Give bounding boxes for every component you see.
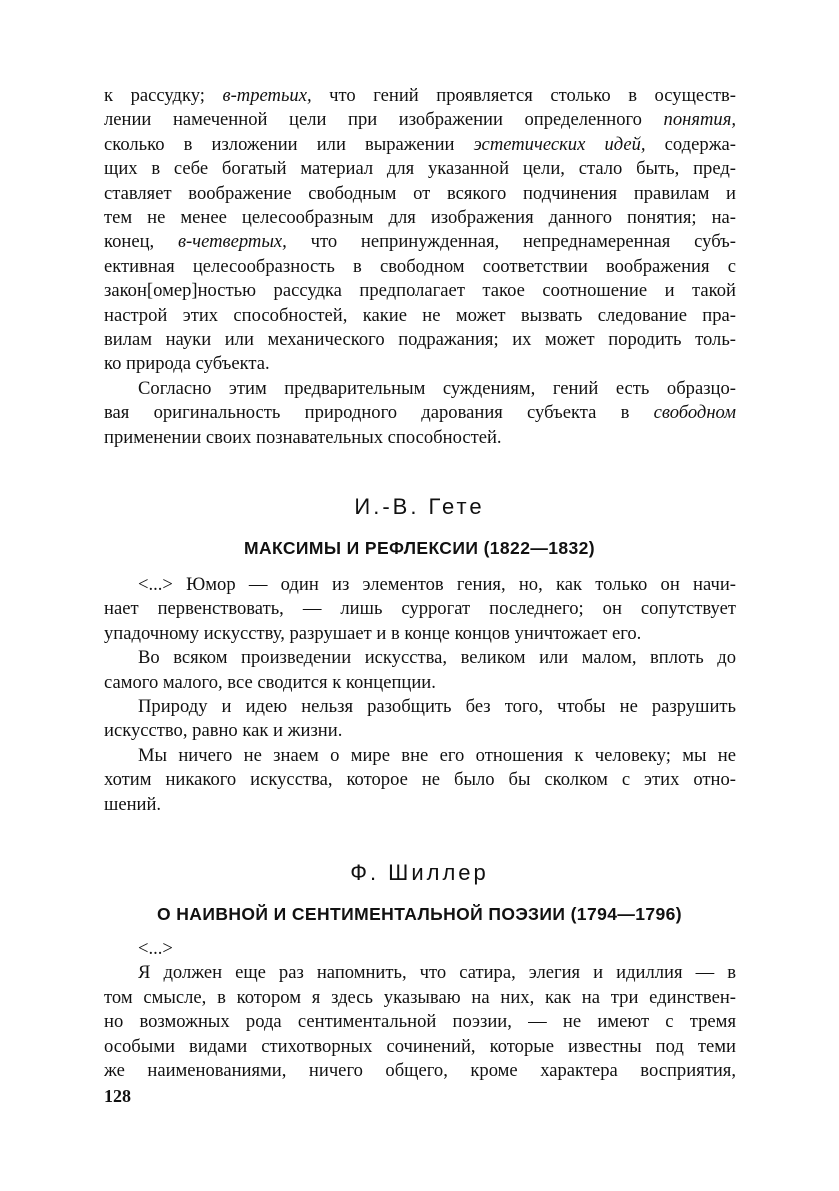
text-line: щих в себе богатый материал для указанной цели, стало быть, пред- [104, 158, 736, 180]
kant-continuation [104, 84, 736, 450]
author-heading: Ф. Шиллер [350, 860, 489, 885]
text-line: особыми видами стихотворных сочинений, которые известны под теми [104, 1035, 736, 1057]
paragraph [104, 377, 736, 450]
text-line: вая оригинальность природного дарования субъекта в свободном [104, 402, 736, 424]
paragraph [104, 937, 736, 961]
text-line: конец, в-четвертых, что непринужденная, непреднамеренная субъ- [104, 231, 736, 253]
paragraph [104, 695, 736, 744]
emphasis: понятия, [663, 109, 736, 131]
text-line: настрой этих способностей, какие не может вызвать следование пра- [104, 304, 736, 326]
text-line: же наименованиями, ничего общего, кроме характера восприятия, [104, 1060, 736, 1082]
paragraph [104, 744, 736, 817]
text-line: Согласно этим предварительным суждениям, гений есть образцо- [138, 377, 736, 399]
text-line: Я должен еще раз напомнить, что сатира, элегия и идиллия — в [138, 962, 736, 984]
schiller-text [104, 937, 736, 1083]
paragraph [104, 84, 736, 377]
paragraph [104, 573, 736, 646]
emphasis: свободном [653, 402, 736, 424]
goethe-text [104, 573, 736, 817]
text-line: самого малого, все сводится к концепции. [104, 671, 436, 693]
emphasis: эстетических идей, [473, 133, 646, 155]
text-line: шений. [104, 793, 162, 815]
work-title: МАКСИМЫ И РЕФЛЕКСИИ (1822—1832) [244, 538, 595, 558]
text-line: но возможных рода сентиментальной поэзии, — не имеют с тремя [104, 1011, 736, 1033]
text-line: тем не менее целесообразным для изображения данного понятия; на- [104, 207, 736, 229]
text-line: хотим никакого искусства, которое не было бы сколком с этих отно- [104, 769, 736, 791]
text-line: упадочному искусству, разрушает и в конце концов уничтожает его. [104, 622, 642, 644]
text-line: нает первенствовать, — лишь суррогат последнего; он сопутствует [104, 598, 736, 620]
text-line: <...> Юмор — один из элементов гения, но, как только он начи- [138, 574, 736, 595]
emphasis: в-третьих, [222, 85, 312, 106]
text-line: сколько в изложении или выражении эстетических идей, содержа- [104, 133, 736, 155]
text-line: Во всяком произведении искусства, великом или малом, вплоть до [138, 647, 736, 669]
text-line: ставляет воображение свободным от всякого подчинения правилам и [104, 182, 736, 204]
text-line: ко природа субъекта. [104, 353, 270, 375]
text-line: Природу и идею нельзя разобщить без того, чтобы не разрушить [138, 696, 736, 718]
page-number: 128 [104, 1086, 131, 1106]
work-title: О НАИВНОЙ И СЕНТИМЕНТАЛЬНОЙ ПОЭЗИИ (1794—1796) [157, 904, 682, 924]
text-line: <...> [138, 938, 173, 959]
text-line: искусство, равно как и жизни. [104, 720, 343, 742]
text-line: вилам науки или механического подражания; их может породить толь- [104, 329, 736, 351]
text-line: ективная целесообразность в свободном соответствии воображения с [104, 255, 736, 277]
text-line: том смысле, в котором я здесь указываю на них, как на три единствен- [104, 986, 736, 1008]
text-line: лении намеченной цели при изображении определенного понятия, [104, 109, 736, 131]
author-heading: И.-В. Гете [354, 494, 485, 519]
text-line: Мы ничего не знаем о мире вне его отношения к человеку; мы не [138, 744, 736, 766]
emphasis: в-четвертых, [177, 231, 287, 253]
text-line: закон[омер]ностью рассудка предполагает такое соотношение и такой [104, 280, 736, 302]
text-line: к рассудку; в-третьих, что гений проявляется столько в осуществ- [104, 85, 736, 106]
paragraph [104, 646, 736, 695]
text-line: применении своих познавательных способностей. [104, 426, 502, 448]
paragraph [104, 961, 736, 1083]
